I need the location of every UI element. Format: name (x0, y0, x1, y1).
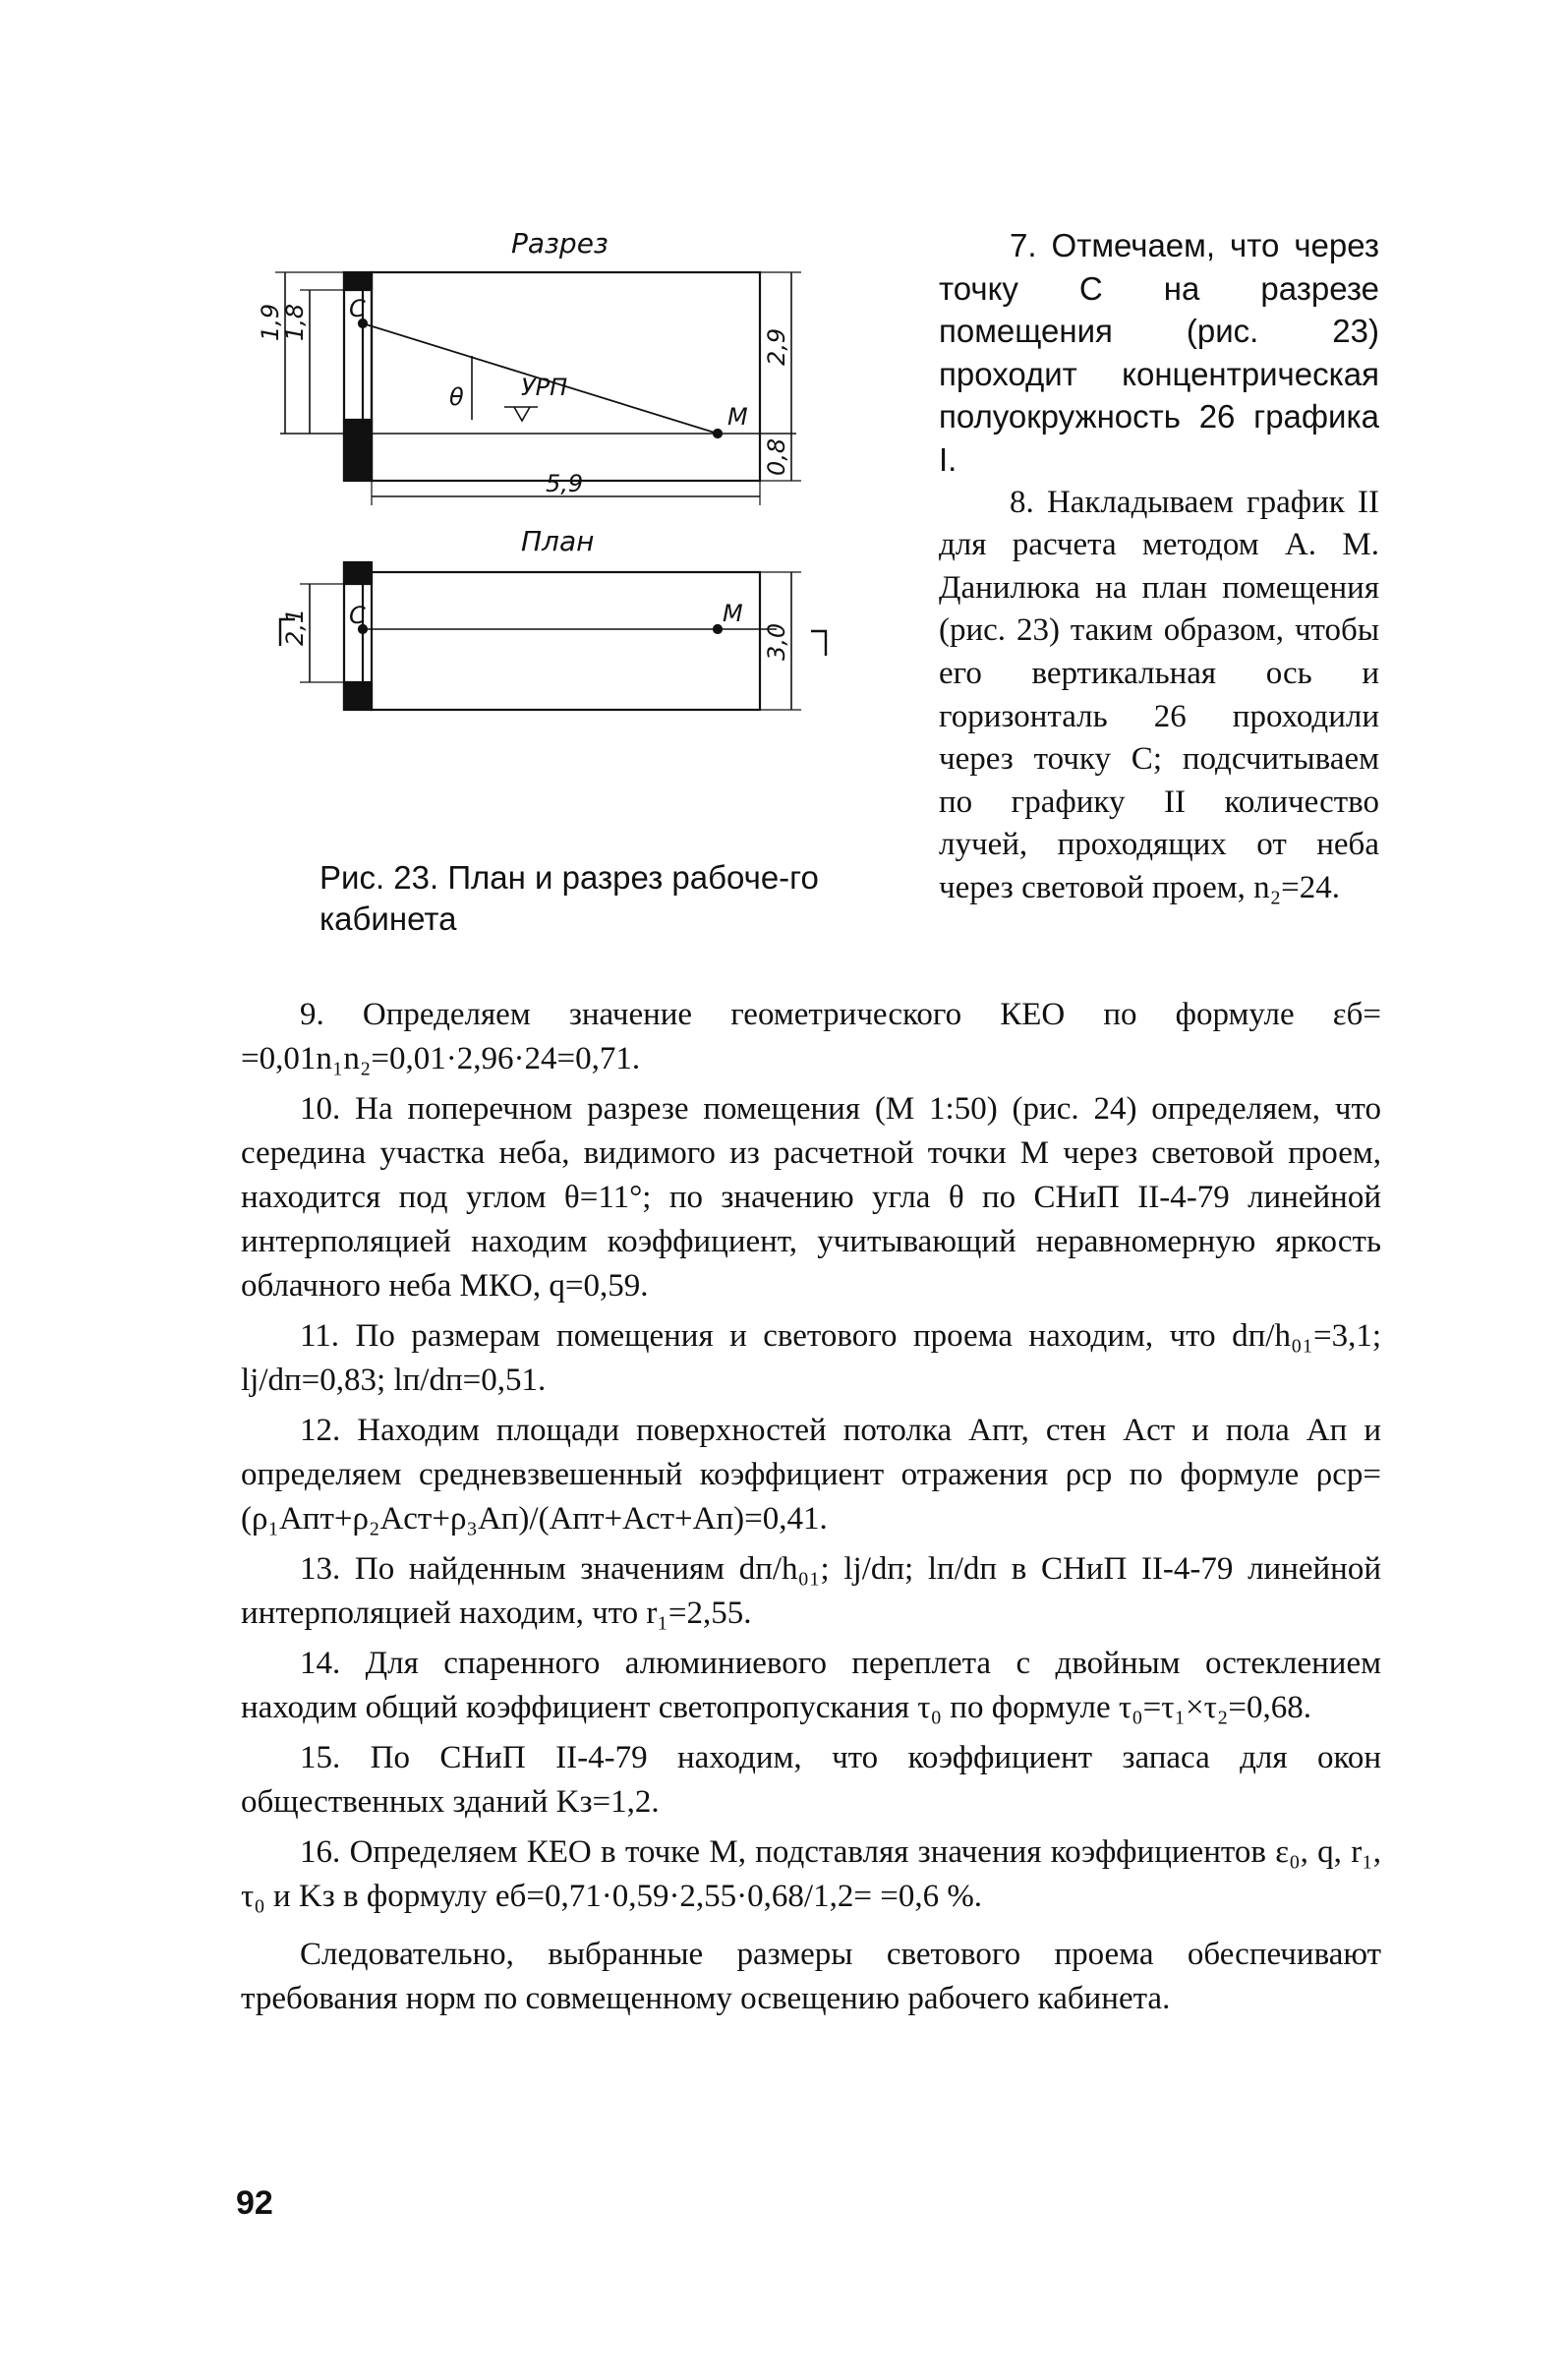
paragraph-13: 13. По найденным значениям dп/h₀₁; lj/dп; lп/dп в СНиП II-4-79 линейной интерполяцией находим, что r₁=2,55. (241, 1551, 1381, 1631)
section-wall-bottom (344, 420, 372, 481)
section-wall-top (344, 272, 372, 290)
page-number: 92 (236, 2184, 273, 2222)
section-label: Разрез (511, 227, 609, 260)
dim-2-9: 2,9 (763, 327, 790, 366)
plan-room-outline (372, 572, 760, 710)
paragraph-16: 16. Определяем КЕО в точке М, подставляя значения коэффициентов ε₀, q, r₁, τ₀ и Kз в формулу eб=0,71·0,59·2,55·0,68/1,2= =0,6 %. (241, 1834, 1381, 1914)
conclusion: Следовательно, выбранные размеры светового проема обеспечивают требования норм по совмещенному освещению рабочего кабинета. (241, 1937, 1381, 2016)
right-column-text (939, 224, 1379, 910)
figure-caption: Рис. 23. План и разрез рабоче-го кабинета (319, 859, 819, 937)
point-m-plan: M (723, 600, 743, 627)
dim-3-0: 3,0 (763, 622, 790, 661)
dim-1-9: 1,9 (257, 303, 284, 341)
dim-1-8: 1,8 (281, 303, 309, 341)
plan-wall-top (344, 562, 372, 584)
figure-23 (241, 218, 929, 818)
paragraph-10: 10. На поперечном разрезе помещения (М 1:50) (рис. 24) определяем, что середина участка неба, видимого из расчетной точки М через световой проем, находится под углом θ=11°; по значению угла θ по СНиП II-4-79 линейной интерполяцией находим коэффициент, учитывающий неравномерную яркость облачного неба МКО, q=0,59. (241, 1091, 1381, 1304)
dim-2-1: 2,1 (281, 608, 309, 646)
paragraph-9: 9. Определяем значение геометрического КЕО по формуле εб= =0,01n₁n₂=0,01·2,96·24=0,71. (241, 997, 1381, 1076)
plan-label: План (521, 525, 595, 557)
paragraph-14: 14. Для спаренного алюминиевого переплета с двойным остеклением находим общий коэффициент светопропускания τ₀ по формуле τ₀=τ₁×τ₂=0,68. (241, 1646, 1381, 1725)
main-text (241, 993, 1381, 2021)
dim-5-9: 5,9 (546, 470, 584, 497)
point-c-plan: C (349, 602, 366, 629)
paragraph-15: 15. По СНиП II-4-79 находим, что коэффициент запаса для окон общественных зданий Kз=1,2. (241, 1740, 1381, 1820)
point-c-section: C (349, 295, 366, 322)
urp-label: УРП (521, 374, 568, 401)
paragraph-12: 12. Находим площади поверхностей потолка Aпт, стен Aст и пола Aп и определяем средневзвешенный коэффициент отражения ρср по формуле ρср=(ρ₁Aпт+ρ₂Aст+ρ₃Aп)/(Aпт+Aст+Aп)=0,41. (241, 1413, 1381, 1537)
paragraph-8: 8. Накладываем график II для расчета методом А. М. Данилюка на план помещения (рис. 23) таким образом, чтобы его вертикальная ось и горизонталь 26 проходили через точку C; подсчитываем по графику II количество лучей, проходящих от неба через световой проем, n₂=24. (939, 484, 1379, 905)
paragraph-7: 7. Отмечаем, что через точку C на разрезе помещения (рис. 23) проходит концентрическая полуокружность 26 графика I. (939, 227, 1379, 478)
point-m-section: M (727, 403, 748, 431)
plan-wall-bottom (344, 682, 372, 710)
paragraph-11: 11. По размерам помещения и светового проема находим, что dп/h₀₁=3,1; lj/dп=0,83; lп/dп=0,51. (241, 1318, 1381, 1398)
dim-0-8: 0,8 (763, 437, 790, 476)
theta-label: θ (449, 383, 464, 411)
